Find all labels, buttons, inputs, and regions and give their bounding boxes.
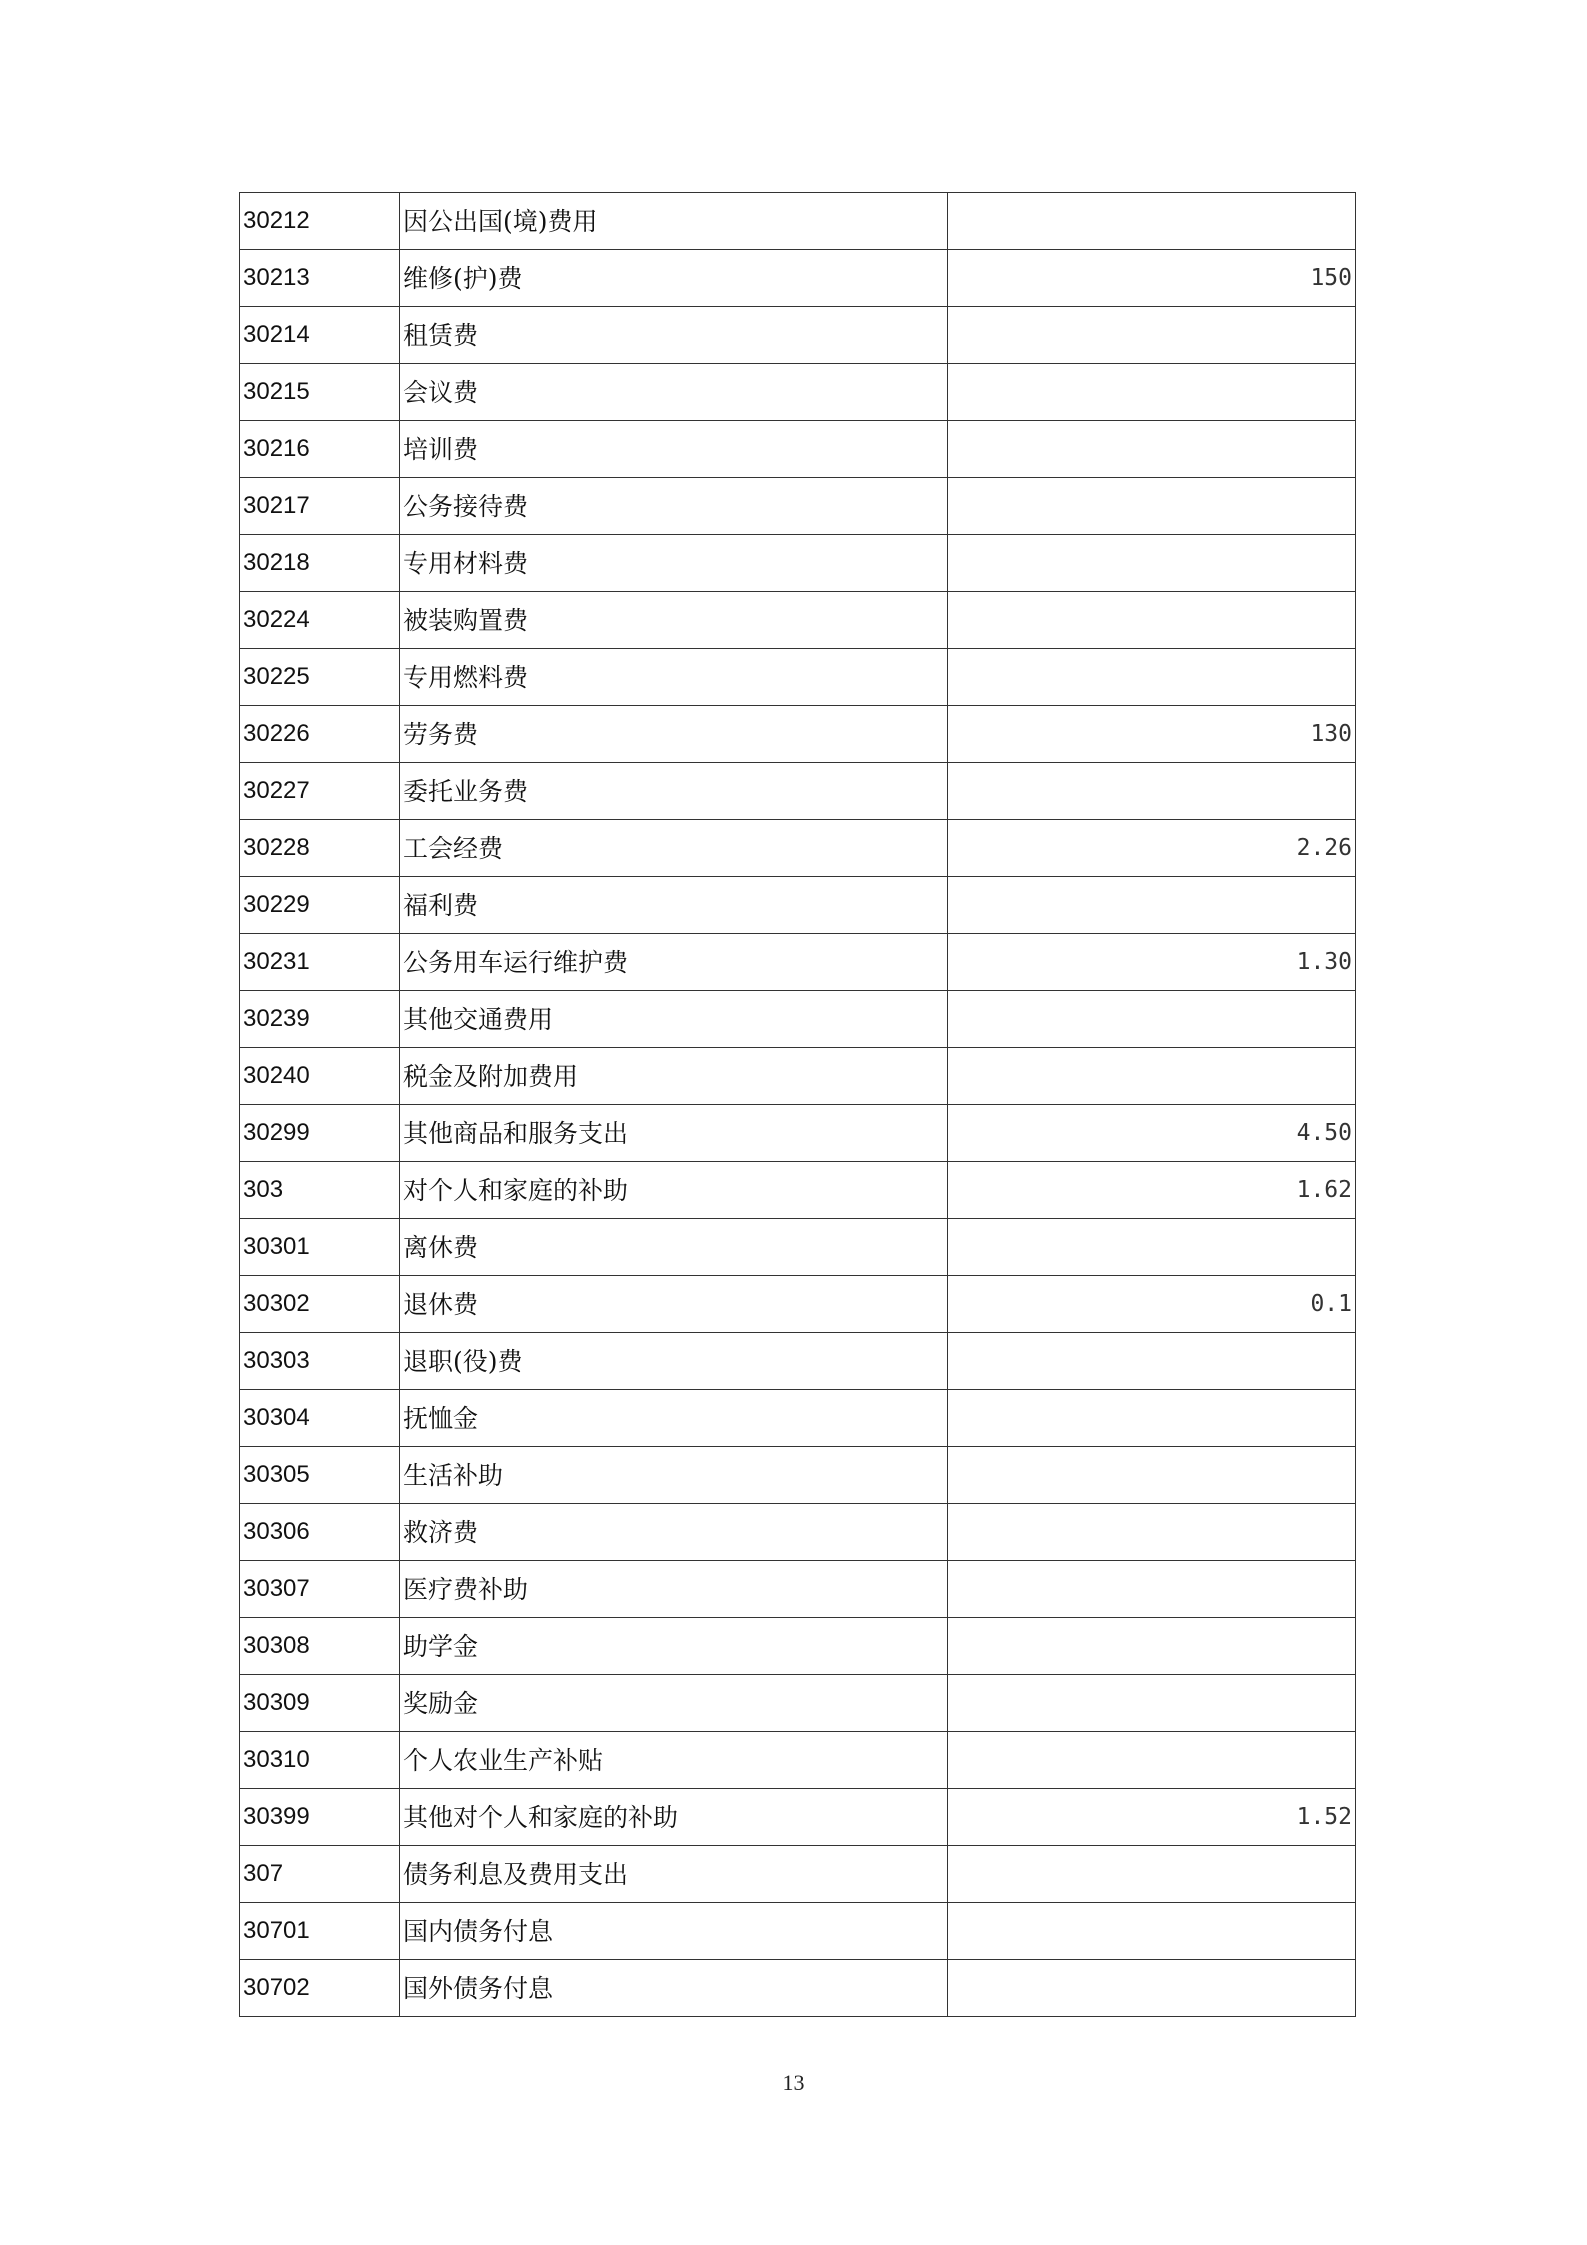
account-code-cell: 30308 — [240, 1618, 400, 1675]
account-name-cell: 公务接待费 — [400, 478, 948, 535]
account-name-cell: 对个人和家庭的补助 — [400, 1162, 948, 1219]
account-name-cell: 抚恤金 — [400, 1390, 948, 1447]
amount-cell — [948, 1960, 1356, 2017]
account-code-cell: 30301 — [240, 1219, 400, 1276]
account-name-cell: 其他对个人和家庭的补助 — [400, 1789, 948, 1846]
account-code-cell: 30304 — [240, 1390, 400, 1447]
amount-cell — [948, 535, 1356, 592]
table-row — [240, 364, 1356, 421]
account-code-cell: 30306 — [240, 1504, 400, 1561]
account-code-cell: 30217 — [240, 478, 400, 535]
account-code-cell: 30228 — [240, 820, 400, 877]
account-name-cell: 专用燃料费 — [400, 649, 948, 706]
budget-expenditure-table — [239, 192, 1356, 2017]
amount-cell — [948, 193, 1356, 250]
table-row — [240, 592, 1356, 649]
account-name-cell: 租赁费 — [400, 307, 948, 364]
amount-cell — [948, 1447, 1356, 1504]
amount-cell — [948, 1048, 1356, 1105]
amount-cell: 1.62 — [948, 1162, 1356, 1219]
account-name-cell: 公务用车运行维护费 — [400, 934, 948, 991]
table-row — [240, 1048, 1356, 1105]
amount-cell — [948, 1618, 1356, 1675]
account-code-cell: 30305 — [240, 1447, 400, 1504]
page-number: 13 — [782, 2070, 805, 2095]
account-name-cell: 救济费 — [400, 1504, 948, 1561]
account-code-cell: 30226 — [240, 706, 400, 763]
amount-cell — [948, 991, 1356, 1048]
account-code-cell: 30399 — [240, 1789, 400, 1846]
account-code-cell: 30240 — [240, 1048, 400, 1105]
account-code-cell: 30701 — [240, 1903, 400, 1960]
account-code-cell: 303 — [240, 1162, 400, 1219]
table-row — [240, 1846, 1356, 1903]
table-row — [240, 1390, 1356, 1447]
account-code-cell: 30224 — [240, 592, 400, 649]
account-code-cell: 30702 — [240, 1960, 400, 2017]
table-row — [240, 250, 1356, 307]
table-row — [240, 307, 1356, 364]
account-name-cell: 会议费 — [400, 364, 948, 421]
account-code-cell: 30239 — [240, 991, 400, 1048]
table-row — [240, 1447, 1356, 1504]
table-row — [240, 820, 1356, 877]
amount-cell — [948, 1675, 1356, 1732]
table-row — [240, 877, 1356, 934]
amount-cell: 150 — [948, 250, 1356, 307]
account-name-cell: 其他商品和服务支出 — [400, 1105, 948, 1162]
table-row — [240, 706, 1356, 763]
account-name-cell: 培训费 — [400, 421, 948, 478]
amount-cell — [948, 1504, 1356, 1561]
amount-cell: 4.50 — [948, 1105, 1356, 1162]
account-name-cell: 债务利息及费用支出 — [400, 1846, 948, 1903]
account-name-cell: 国内债务付息 — [400, 1903, 948, 1960]
amount-cell — [948, 1219, 1356, 1276]
account-code-cell: 30225 — [240, 649, 400, 706]
account-code-cell: 30302 — [240, 1276, 400, 1333]
account-name-cell: 劳务费 — [400, 706, 948, 763]
table-row — [240, 991, 1356, 1048]
account-name-cell: 医疗费补助 — [400, 1561, 948, 1618]
amount-cell — [948, 364, 1356, 421]
account-name-cell: 生活补助 — [400, 1447, 948, 1504]
table-row — [240, 1618, 1356, 1675]
table-row — [240, 1960, 1356, 2017]
account-name-cell: 奖励金 — [400, 1675, 948, 1732]
amount-cell — [948, 1846, 1356, 1903]
amount-cell: 0.1 — [948, 1276, 1356, 1333]
table-row — [240, 535, 1356, 592]
account-name-cell: 维修(护)费 — [400, 250, 948, 307]
account-name-cell: 福利费 — [400, 877, 948, 934]
account-name-cell: 因公出国(境)费用 — [400, 193, 948, 250]
table-row — [240, 1105, 1356, 1162]
account-name-cell: 离休费 — [400, 1219, 948, 1276]
account-code-cell: 30231 — [240, 934, 400, 991]
account-name-cell: 税金及附加费用 — [400, 1048, 948, 1105]
table-row — [240, 1162, 1356, 1219]
account-name-cell: 助学金 — [400, 1618, 948, 1675]
amount-cell: 130 — [948, 706, 1356, 763]
account-code-cell: 30216 — [240, 421, 400, 478]
account-code-cell: 30303 — [240, 1333, 400, 1390]
amount-cell — [948, 1732, 1356, 1789]
account-name-cell: 退职(役)费 — [400, 1333, 948, 1390]
amount-cell — [948, 307, 1356, 364]
amount-cell — [948, 1561, 1356, 1618]
account-code-cell: 30212 — [240, 193, 400, 250]
table-row — [240, 1732, 1356, 1789]
table-row — [240, 763, 1356, 820]
account-name-cell: 专用材料费 — [400, 535, 948, 592]
table-row — [240, 1789, 1356, 1846]
account-name-cell: 个人农业生产补贴 — [400, 1732, 948, 1789]
amount-cell — [948, 592, 1356, 649]
table-row — [240, 1333, 1356, 1390]
account-name-cell: 工会经费 — [400, 820, 948, 877]
amount-cell — [948, 877, 1356, 934]
account-name-cell: 其他交通费用 — [400, 991, 948, 1048]
table-row — [240, 1276, 1356, 1333]
amount-cell — [948, 478, 1356, 535]
account-code-cell: 30229 — [240, 877, 400, 934]
account-code-cell: 30310 — [240, 1732, 400, 1789]
account-code-cell: 30299 — [240, 1105, 400, 1162]
account-code-cell: 30215 — [240, 364, 400, 421]
account-name-cell: 委托业务费 — [400, 763, 948, 820]
table-row — [240, 478, 1356, 535]
table-row — [240, 1675, 1356, 1732]
account-code-cell: 30309 — [240, 1675, 400, 1732]
amount-cell: 1.30 — [948, 934, 1356, 991]
amount-cell — [948, 421, 1356, 478]
table-body — [240, 193, 1356, 2017]
account-code-cell: 30214 — [240, 307, 400, 364]
account-code-cell: 307 — [240, 1846, 400, 1903]
amount-cell — [948, 1390, 1356, 1447]
amount-cell — [948, 1903, 1356, 1960]
amount-cell — [948, 649, 1356, 706]
amount-cell — [948, 1333, 1356, 1390]
table-row — [240, 1903, 1356, 1960]
table-row — [240, 934, 1356, 991]
table-row — [240, 193, 1356, 250]
account-name-cell: 国外债务付息 — [400, 1960, 948, 2017]
account-code-cell: 30307 — [240, 1561, 400, 1618]
table-row — [240, 1561, 1356, 1618]
account-name-cell: 被装购置费 — [400, 592, 948, 649]
table-row — [240, 649, 1356, 706]
account-name-cell: 退休费 — [400, 1276, 948, 1333]
table-row — [240, 421, 1356, 478]
account-code-cell: 30218 — [240, 535, 400, 592]
amount-cell: 1.52 — [948, 1789, 1356, 1846]
amount-cell — [948, 763, 1356, 820]
account-code-cell: 30213 — [240, 250, 400, 307]
table-row — [240, 1219, 1356, 1276]
amount-cell: 2.26 — [948, 820, 1356, 877]
account-code-cell: 30227 — [240, 763, 400, 820]
table-row — [240, 1504, 1356, 1561]
